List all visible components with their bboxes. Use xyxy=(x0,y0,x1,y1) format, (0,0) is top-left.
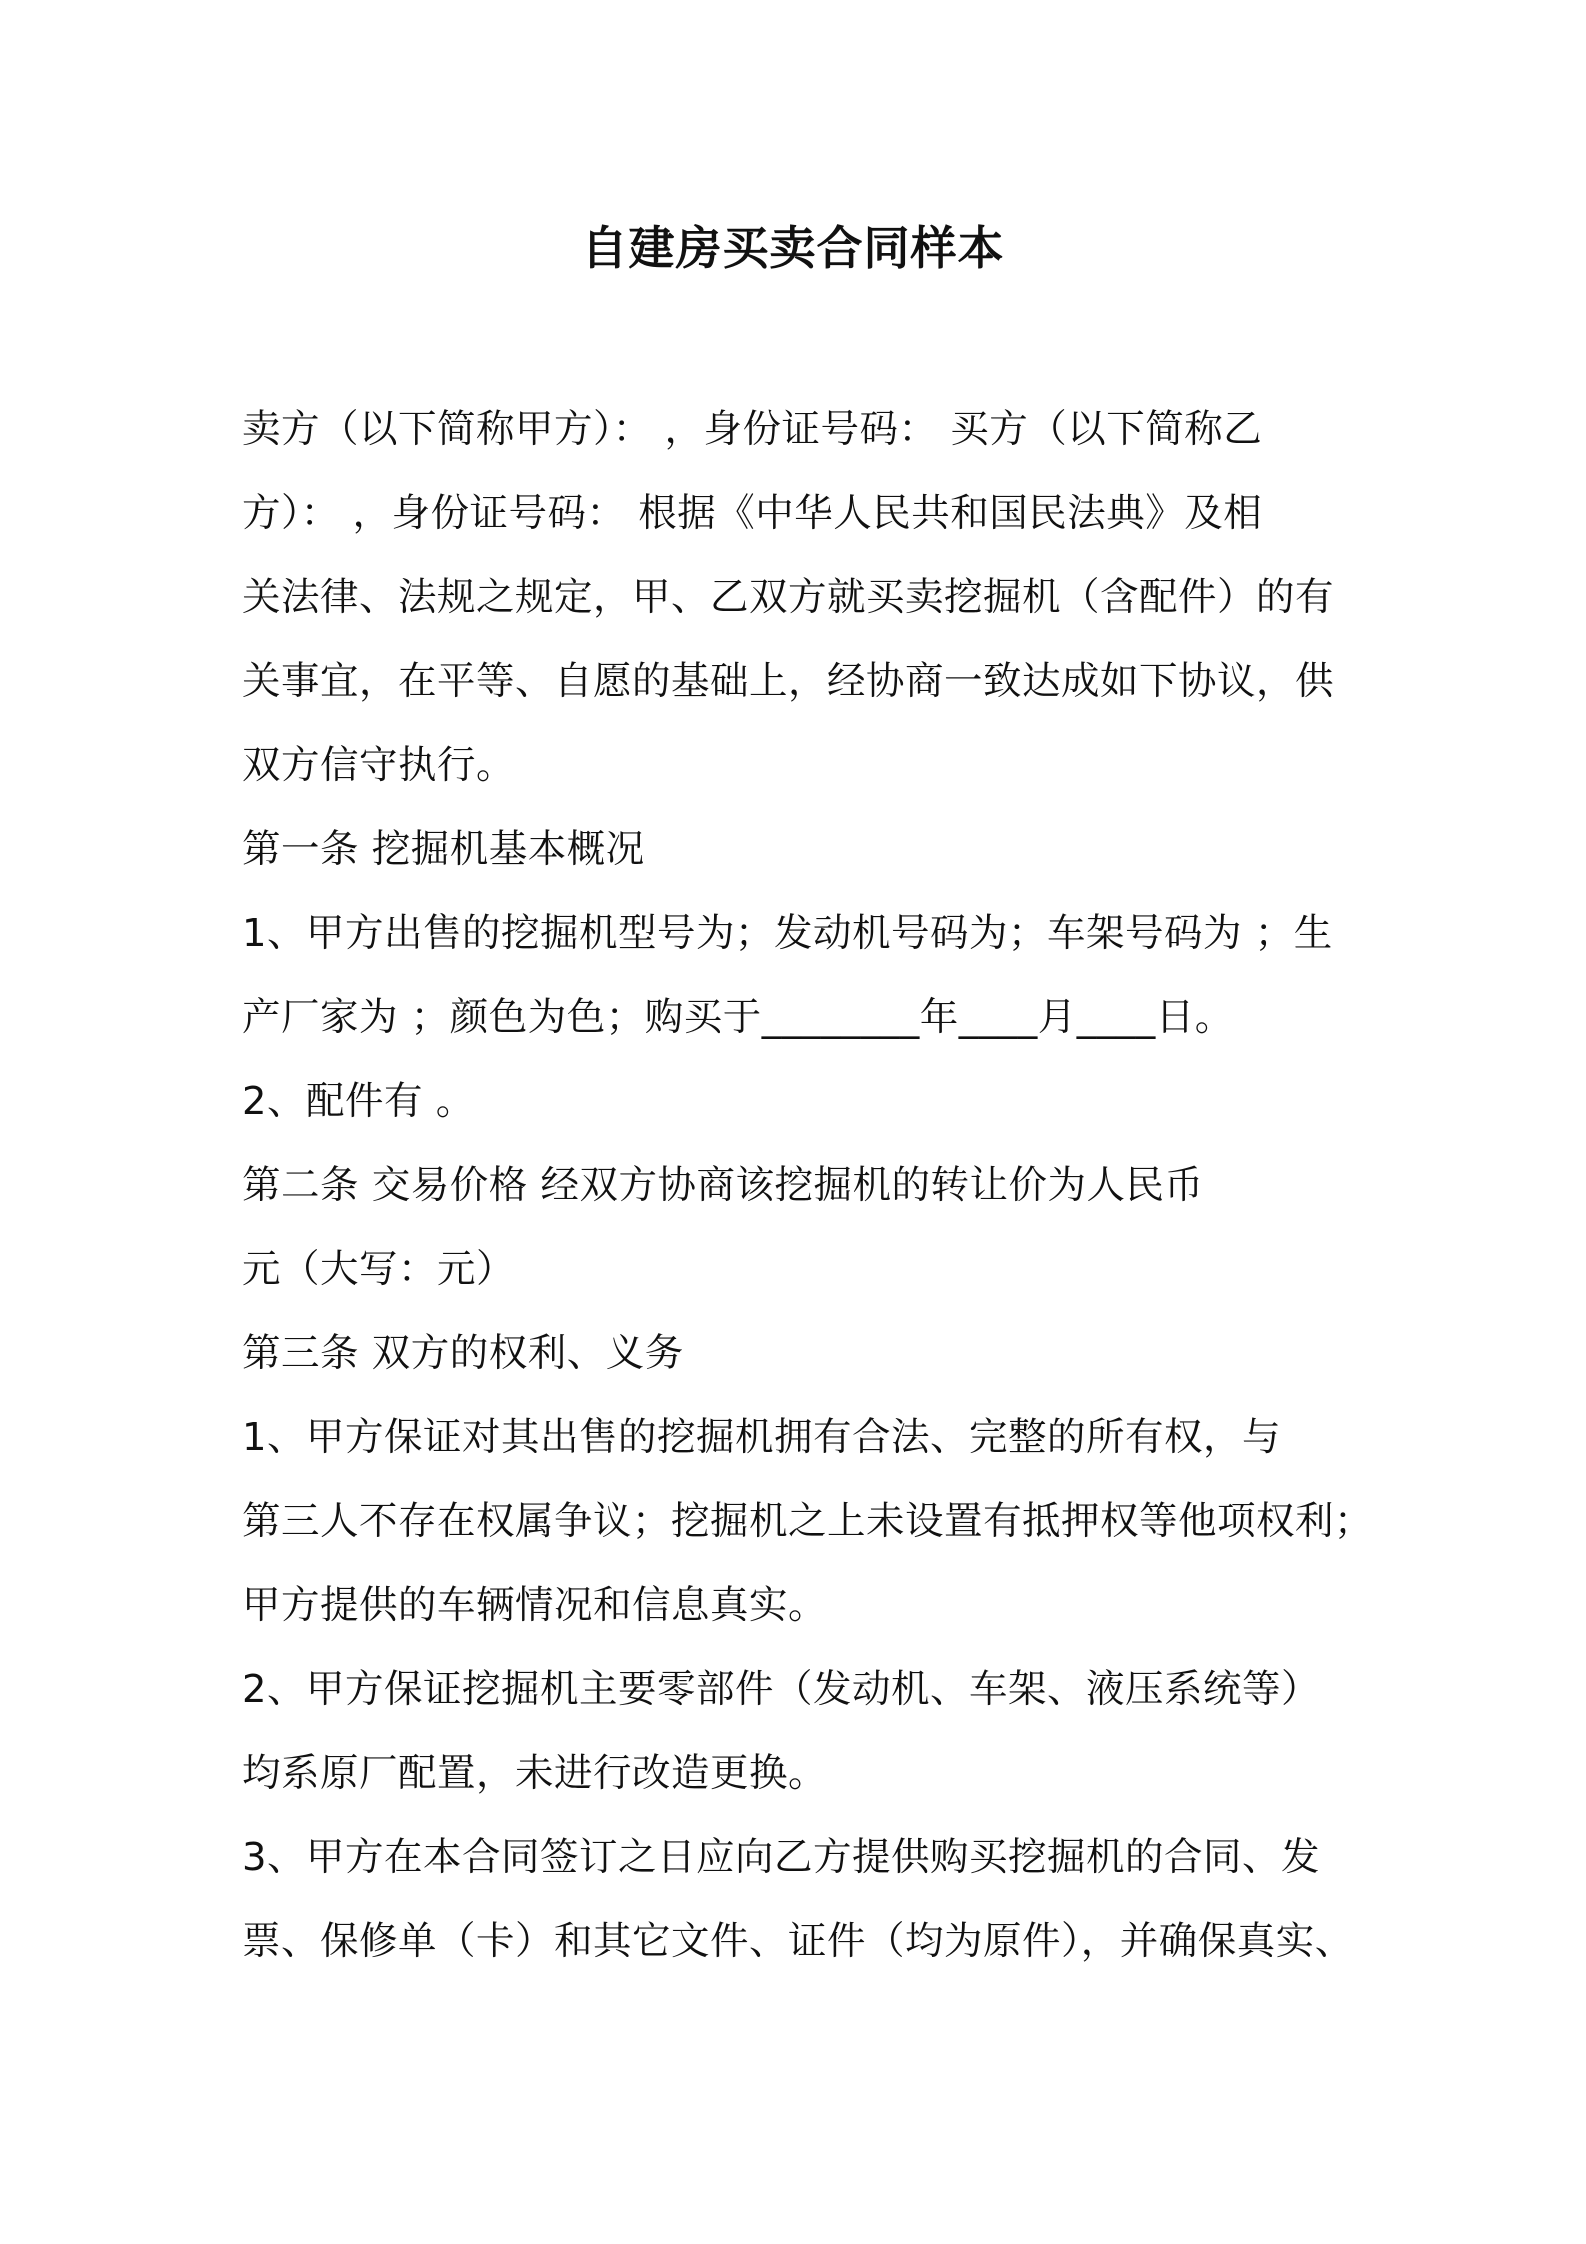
paragraph-line: 均系原厂配置，未进行改造更换。 xyxy=(242,1751,828,1796)
paragraph-line: 票、保修单（卡）和其它文件、证件（均为原件），并确保真实、 xyxy=(242,1919,1354,1964)
paragraph-line: 3、甲方在本合同签订之日应向乙方提供购买挖掘机的合同、发 xyxy=(242,1835,1320,1880)
section-heading: 第二条 交易价格 经双方协商该挖掘机的转让价为人民币 xyxy=(242,1163,1204,1208)
paragraph-line: 2、甲方保证挖掘机主要零部件（发动机、车架、液压系统等） xyxy=(242,1667,1320,1712)
paragraph-line: 双方信守执行。 xyxy=(242,743,516,788)
paragraph-line: 2、配件有 。 xyxy=(242,1079,475,1124)
paragraph-line: 卖方（以下简称甲方）： ，身份证号码： 买方（以下简称乙 xyxy=(242,407,1263,452)
section-heading: 第三条 双方的权利、义务 xyxy=(242,1331,684,1376)
paragraph-line: 关事宜，在平等、自愿的基础上，经协商一致达成如下协议，供 xyxy=(242,659,1335,704)
paragraph-line: 甲方提供的车辆情况和信息真实。 xyxy=(242,1583,828,1628)
paragraph-line: 关法律、法规之规定，甲、乙双方就买卖挖掘机（含配件）的有 xyxy=(242,575,1335,620)
paragraph-line: 产厂家为 ；颜色为色；购买于________年____月____日。 xyxy=(242,995,1234,1040)
paragraph-line: 1、甲方保证对其出售的挖掘机拥有合法、完整的所有权，与 xyxy=(242,1415,1281,1460)
paragraph-line: 第三人不存在权属争议；挖掘机之上未设置有抵押权等他项权利； xyxy=(242,1499,1374,1544)
section-heading: 第一条 挖掘机基本概况 xyxy=(242,827,645,872)
paragraph-line: 元（大写：元） xyxy=(242,1247,516,1292)
paragraph-line: 1、甲方出售的挖掘机型号为；发动机号码为；车架号码为 ；生 xyxy=(242,911,1333,956)
document-title: 自建房买卖合同样本 xyxy=(581,221,1005,275)
paragraph-line: 方）： ，身份证号码： 根据《中华人民共和国民法典》及相 xyxy=(242,491,1263,536)
